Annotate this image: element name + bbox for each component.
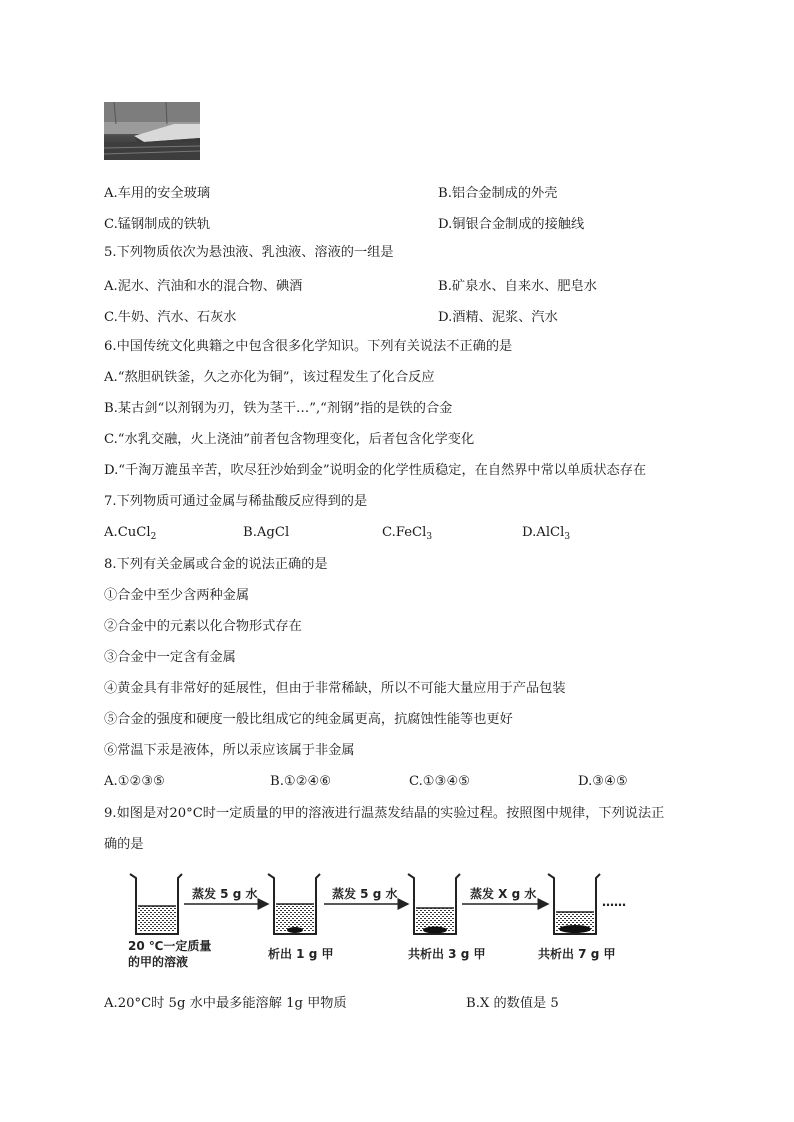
- q8-options-row: [104, 774, 704, 792]
- q4-option-b[interactable]: B.铝合金制成的外壳: [438, 186, 558, 201]
- arrow-1-label: 蒸发 5 g 水: [192, 887, 258, 901]
- q8-statement-1: ①合金中至少含两种金属: [104, 588, 250, 603]
- q9-stem-line2: 确的是: [104, 837, 144, 852]
- arrow-2-label: 蒸发 5 g 水: [332, 887, 398, 901]
- q7-options-row: [104, 525, 704, 543]
- q7-option-d[interactable]: [522, 525, 570, 540]
- q4-option-d[interactable]: D.铜银合金制成的接触线: [438, 217, 585, 232]
- q7-option-b-text: B.AgCl: [243, 525, 290, 540]
- q8-statement-5: ⑤合金的强度和硬度一般比组成它的纯金属更高，抗腐蚀性能等也更好: [104, 712, 513, 727]
- q7-option-c-text: C.FeCl: [382, 525, 427, 540]
- q4-options-row2: [104, 213, 704, 231]
- q7-option-c-sub: 3: [426, 532, 433, 542]
- q8-statement-4: ④黄金具有非常好的延展性，但由于非常稀缺，所以不可能大量应用于产品包装: [104, 681, 566, 696]
- beaker-1-label-line1: 20 ℃一定质量: [128, 939, 212, 953]
- beaker-4: [548, 874, 600, 934]
- q8-option-b[interactable]: B.①②④⑥: [270, 774, 332, 789]
- q7-option-a-sub: 2: [150, 532, 157, 542]
- q6-option-d[interactable]: D.“千淘万漉虽辛苦，吹尽狂沙始到金”说明金的化学性质稳定，在自然界中常以单质状态存在: [104, 463, 647, 478]
- q8-statement-2: ②合金中的元素以化合物形式存在: [104, 619, 302, 634]
- q8-statement-6: ⑥常温下汞是液体，所以汞应该属于非金属: [104, 743, 355, 758]
- q5-stem: 5.下列物质依次为悬浊液、乳浊液、溶液的一组是: [104, 245, 394, 260]
- q4-option-a[interactable]: A.车用的安全玻璃: [104, 186, 211, 201]
- beaker-2-label: 析出 1 g 甲: [268, 947, 334, 961]
- q9-option-a[interactable]: A.20°C时 5g 水中最多能溶解 1g 甲物质: [104, 996, 347, 1011]
- q8-option-a[interactable]: A.①②③⑤: [104, 774, 166, 789]
- q7-option-d-text: D.AlCl: [522, 525, 565, 540]
- q9-stem-line1: 9.如图是对20°C时一定质量的甲的溶液进行温蒸发结晶的实验过程。按照图中规律，下列说法正: [104, 806, 665, 821]
- q5-option-b[interactable]: B.矿泉水、自来水、肥皂水: [438, 279, 597, 294]
- train-photo: [104, 102, 200, 160]
- beaker-1-label-line2: 的甲的溶液: [128, 955, 189, 969]
- beaker-1: [130, 874, 182, 934]
- q6-option-a[interactable]: A.“熬胆矾铁釜，久之亦化为铜”，该过程发生了化合反应: [104, 370, 435, 385]
- q5-option-d[interactable]: D.酒精、泥浆、汽水: [438, 310, 558, 325]
- q8-statement-3: ③合金中一定含有金属: [104, 650, 236, 665]
- q5-options-row1: [104, 275, 704, 293]
- q5-option-c[interactable]: C.牛奶、汽水、石灰水: [104, 310, 237, 325]
- q4-options-row1: [104, 182, 704, 200]
- beaker-3: [408, 874, 460, 934]
- q6-option-b[interactable]: B.某古剑“以剂钢为刃，铁为茎干…”,“剂钢”指的是铁的合金: [104, 401, 453, 416]
- q9-option-b[interactable]: B.X 的数值是 5: [466, 996, 559, 1011]
- q8-option-d[interactable]: D.③④⑤: [578, 774, 628, 789]
- q9-options-row: [104, 992, 704, 1010]
- q7-stem: 7.下列物质可通过金属与稀盐酸反应得到的是: [104, 494, 368, 509]
- evaporation-diagram: [126, 868, 626, 972]
- q5-options-row2: [104, 306, 704, 324]
- q6-option-c[interactable]: C.“水乳交融，火上浇油”前者包含物理变化，后者包含化学变化: [104, 432, 475, 447]
- arrow-3-label: 蒸发 X g 水: [470, 887, 537, 901]
- q8-option-c[interactable]: C.①③④⑤: [409, 774, 471, 789]
- evaporation-diagram-graphic: [126, 868, 626, 972]
- beaker-2: [268, 874, 320, 934]
- q7-option-d-sub: 3: [564, 532, 571, 542]
- q7-option-c[interactable]: [382, 525, 432, 540]
- beaker-4-label: 共析出 7 g 甲: [538, 947, 616, 961]
- q4-option-c[interactable]: C.锰钢制成的铁轨: [104, 217, 211, 232]
- q5-option-a[interactable]: A.泥水、汽油和水的混合物、碘酒: [104, 279, 303, 294]
- diagram-ellipsis: ……: [602, 895, 626, 909]
- q6-stem: 6.中国传统文化典籍之中包含很多化学知识。下列有关说法不正确的是: [104, 339, 513, 354]
- q7-option-a[interactable]: [104, 525, 156, 540]
- q8-stem: 8.下列有关金属或合金的说法正确的是: [104, 557, 328, 572]
- q7-option-a-text: A.CuCl: [104, 525, 151, 540]
- q7-option-b[interactable]: [243, 525, 289, 540]
- train-photo-graphic: [104, 102, 200, 160]
- beaker-3-label: 共析出 3 g 甲: [408, 947, 486, 961]
